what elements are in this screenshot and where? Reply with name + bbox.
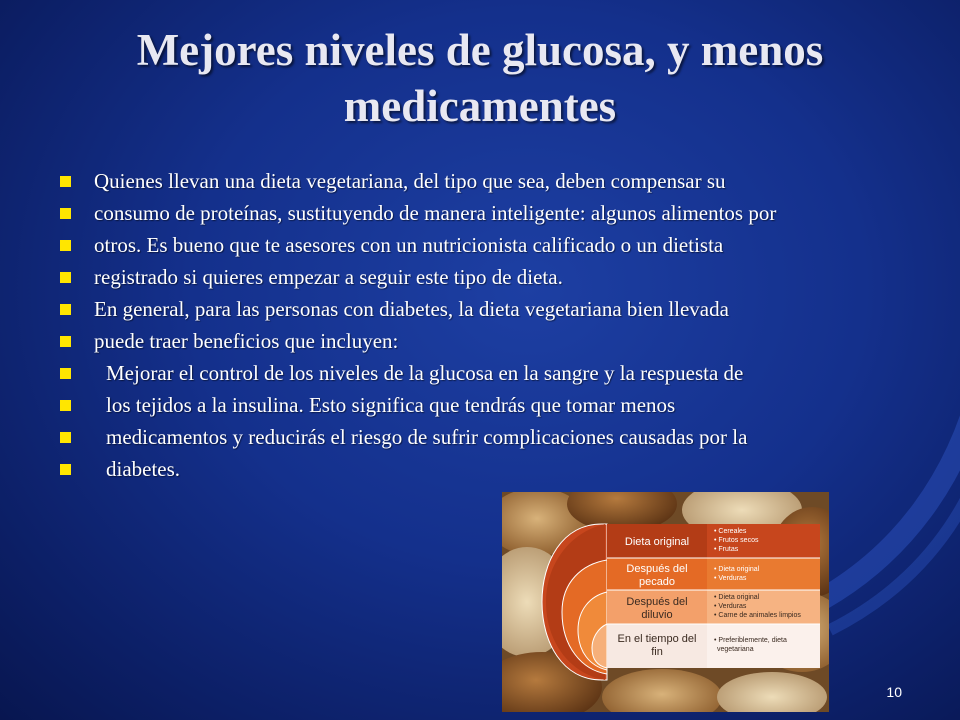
- bullet-square-icon: [60, 208, 71, 219]
- diagram-item: • Frutos secos: [714, 537, 759, 544]
- bullet-text: puede traer beneficios que incluyen:: [94, 329, 399, 353]
- diagram-item: • Dieta original: [714, 594, 760, 601]
- bullet-item: [58, 362, 908, 384]
- bullet-square-icon: [60, 176, 71, 187]
- diagram-item: • Carne de animales limpios: [714, 612, 801, 619]
- diagram-row-label: fin: [651, 646, 663, 658]
- bullet-item: [58, 202, 908, 224]
- bullet-item: [58, 458, 908, 480]
- bullet-text: registrado si quieres empezar a seguir este tipo de dieta.: [94, 265, 563, 289]
- bullet-square-icon: [60, 464, 71, 475]
- bullet-text: otros. Es bueno que te asesores con un nutricionista calificado o un dietista: [94, 233, 724, 257]
- page-number: 10: [886, 684, 902, 700]
- bullet-item: [58, 426, 908, 448]
- bullet-item: [58, 394, 908, 416]
- bullet-text: Mejorar el control de los niveles de la glucosa en la sangre y la respuesta de: [106, 361, 744, 385]
- slide-title: Mejores niveles de glucosa, y menos medicamentes: [136, 25, 824, 131]
- diet-diagram-image: [502, 492, 829, 712]
- bullet-square-icon: [60, 304, 71, 315]
- bullet-square-icon: [60, 240, 71, 251]
- diagram-item: • Frutas: [714, 546, 739, 553]
- diagram-row-label: Después del: [626, 596, 688, 608]
- bullet-item: [58, 266, 908, 288]
- bullet-text: consumo de proteínas, sustituyendo de manera inteligente: algunos alimentos por: [94, 201, 777, 225]
- bullet-square-icon: [60, 272, 71, 283]
- bullet-text: medicamentos y reducirás el riesgo de sufrir complicaciones causadas por la: [106, 425, 748, 449]
- bullet-square-icon: [60, 400, 71, 411]
- diagram-item: vegetariana: [717, 646, 754, 653]
- bullet-item: [58, 330, 908, 352]
- bullet-item: [58, 170, 908, 192]
- diagram-item: • Dieta original: [714, 566, 760, 573]
- diagram-row-label: diluvio: [641, 609, 673, 621]
- bullet-text: Quienes llevan una dieta vegetariana, del tipo que sea, deben compensar su: [94, 169, 726, 193]
- bullet-square-icon: [60, 432, 71, 443]
- diagram-row-label: En el tiempo del: [617, 633, 697, 645]
- bullet-text: diabetes.: [106, 457, 181, 481]
- diagram-item: • Cereales: [714, 528, 747, 535]
- diagram-row-label: pecado: [638, 576, 676, 588]
- bullet-item: [58, 298, 908, 320]
- diagram-row-label: Dieta original: [624, 536, 690, 548]
- diagram-row-label: Después del: [626, 563, 688, 575]
- bullet-square-icon: [60, 368, 71, 379]
- bullet-text: los tejidos a la insulina. Esto significa que tendrás que tomar menos: [106, 393, 676, 417]
- diagram-item: • Verduras: [714, 603, 747, 610]
- diagram-item: • Preferiblemente, dieta: [714, 637, 787, 644]
- bullet-text: En general, para las personas con diabetes, la dieta vegetariana bien llevada: [94, 297, 729, 321]
- diagram-item: • Verduras: [714, 575, 747, 582]
- bullet-list: [58, 170, 908, 490]
- bullet-item: [58, 234, 908, 256]
- bullet-square-icon: [60, 336, 71, 347]
